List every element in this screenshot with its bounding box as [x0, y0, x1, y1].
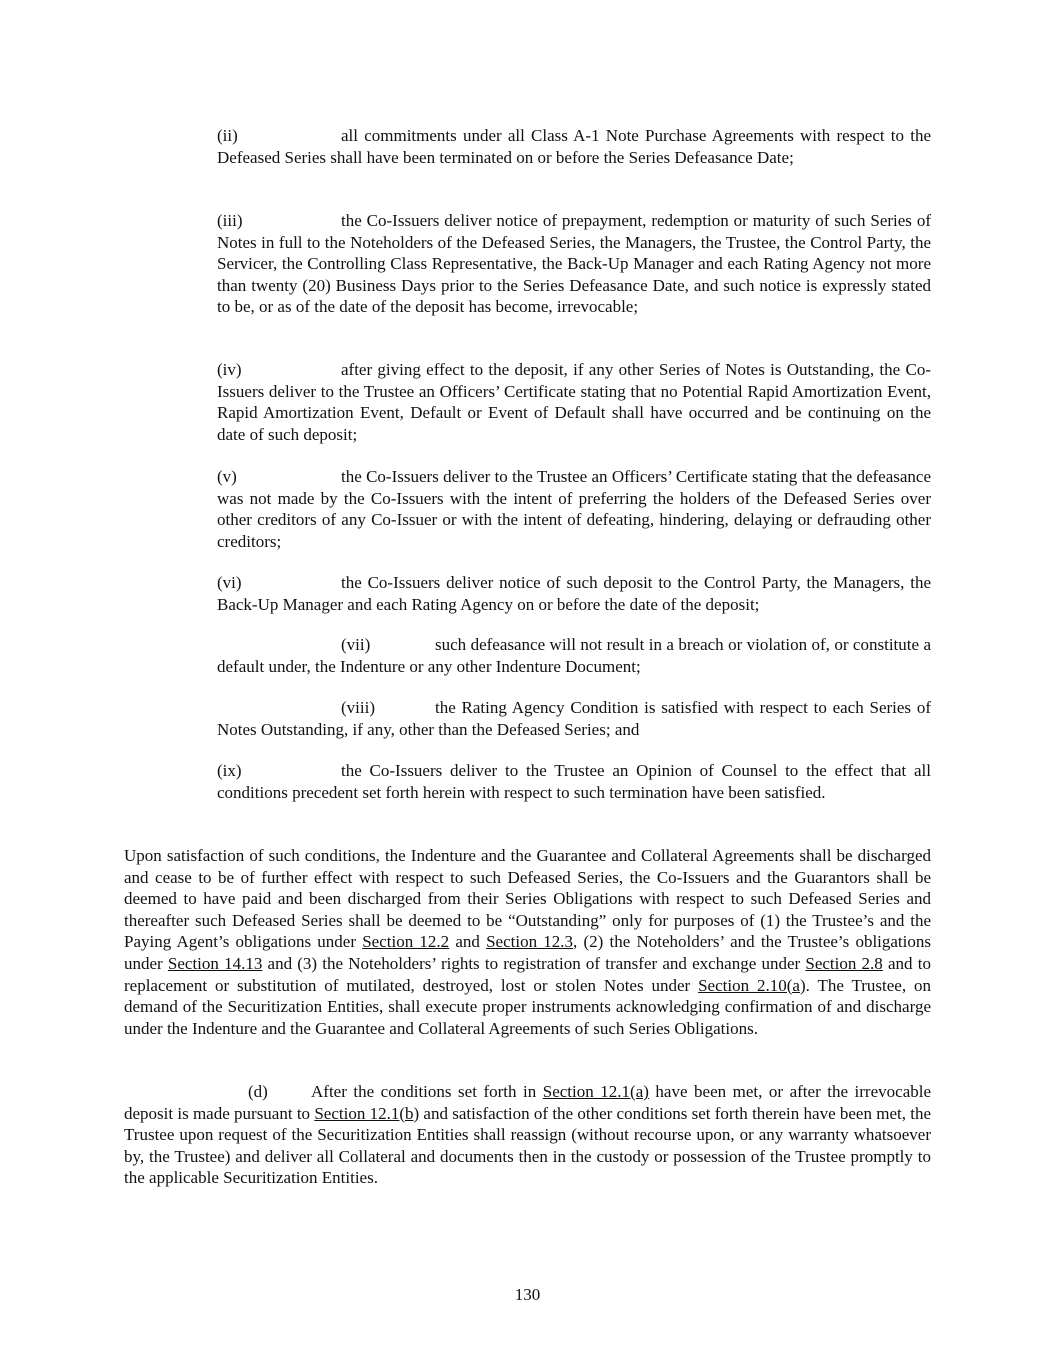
section-12-1a-link[interactable]: Section 12.1(a): [542, 1082, 649, 1101]
section-14-13-link[interactable]: Section 14.13: [167, 953, 263, 973]
clause-label: (iv): [217, 360, 242, 379]
clause-iv: [217, 359, 931, 445]
clause-text: the Co-Issuers deliver notice of such deposit to the Control Party, the Managers, the Back-Up Manager and each Rating Agency on or before the date of the deposit;: [217, 573, 931, 614]
clause-vii: [217, 634, 931, 677]
clause-text: the Co-Issuers deliver to the Trustee an Opinion of Counsel to the effect that all conditions precedent set forth herein with respect to such termination have been satisfied.: [217, 761, 931, 802]
discharge-paragraph: [124, 845, 931, 1039]
clause-label: (vi): [217, 573, 242, 592]
clause-label: (d): [248, 1082, 268, 1101]
section-12-1b-link[interactable]: Section 12.1(b): [314, 1103, 420, 1123]
clause-vi: [217, 572, 931, 615]
body-text: and satisfaction of the other conditions set forth therein have been met, the Trustee upon request of the Securitization Entities shall reassign (without recourse upon, or any warranty whatsoever by, the Trustee) and deliver all Collateral and documents then in the custody or possession of the Trustee promptly to the applicable Securitization Entities.: [124, 1103, 931, 1188]
clause-viii: [217, 697, 931, 740]
section-12-3-link[interactable]: Section 12.3: [486, 932, 574, 952]
clause-label: (vii): [341, 635, 371, 654]
section-12-2-link[interactable]: Section 12.2: [362, 932, 450, 952]
clause-text: the Co-Issuers deliver notice of prepayment, redemption or maturity of such Series of Notes in full to the Noteholders of the Defeased Series, the Managers, the Trustee, the Control Party, the Servicer, the Controlling Class Representative, the Back-Up Manager and each Rating Agency not more than twenty (20) Business Days prior to the Series Defeasance Date, and such notice is expressly stated to be, or as of the date of the deposit has become, irrevocable;: [217, 211, 931, 317]
clause-v: [217, 466, 931, 552]
clause-iii: [217, 210, 931, 318]
section-2-8-link[interactable]: Section 2.8: [805, 953, 883, 973]
clause-label: (ii): [217, 126, 238, 145]
body-text: , (2) the Noteholders’ and the Trustee’s obligations under: [124, 932, 931, 973]
body-text: . The Trustee, on demand of the Securitization Entities, shall execute proper instruments acknowledging confirmation of and discharge under the Indenture and the Guarantee and Collateral Agreements of such Series Obligations.: [124, 975, 931, 1038]
clause-label: (viii): [341, 698, 375, 717]
body-text: After the conditions set forth in: [311, 1082, 543, 1101]
clause-text: all commitments under all Class A-1 Note Purchase Agreements with respect to the Defeased Series shall have been terminated on or before the Series Defeasance Date;: [217, 126, 931, 167]
clause-label: (iii): [217, 211, 243, 230]
clause-ii: [217, 125, 931, 168]
body-text: have been met, or after the irrevocable deposit is made pursuant to: [124, 1082, 932, 1123]
clause-text: the Rating Agency Condition is satisfied with respect to each Series of Notes Outstanding, if any, other than the Defeased Series; and: [217, 698, 931, 739]
clause-text: after giving effect to the deposit, if any other Series of Notes is Outstanding, the Co-Issuers deliver to the Trustee an Officers’ Certificate stating that no Potential Rapid Amortization Event, Rapid Amortization Event, Default or Event of Default shall have occurred and be continuing on the date of such deposit;: [217, 360, 931, 444]
body-text: and: [449, 932, 487, 952]
clause-text: the Co-Issuers deliver to the Trustee an Officers’ Certificate stating that the defeasance was not made by the Co-Issuers with the intent of preferring the holders of the Defeased Series over other creditors of any Co-Issuer or with the intent of defeating, hindering, delaying or defrauding other creditors;: [217, 467, 931, 551]
body-text: and (3) the Noteholders’ rights to registration of transfer and exchange under: [262, 953, 806, 973]
section-2-10a-link[interactable]: Section 2.10(a): [698, 975, 806, 995]
clause-label: (v): [217, 467, 237, 486]
body-text: Upon satisfaction of such conditions, the Indenture and the Guarantee and Collateral Agreements shall be discharged and cease to be of further effect with respect to such Defeased Series, the Co-Issuers and the Guarantors shall be deemed to have paid and been discharged from their Series Obligations with respect to such Defeased Series and thereafter such Defeased Series shall be deemed to be “Outstanding” only for purposes of (1) the Trustee’s and the Paying Agent’s obligations under: [124, 846, 931, 952]
clause-text: such defeasance will not result in a breach or violation of, or constitute a default under, the Indenture or any other Indenture Document;: [217, 635, 931, 676]
clause-d: [124, 1081, 931, 1189]
page-number: 130: [514, 1285, 541, 1304]
clause-label: (ix): [217, 761, 242, 780]
clause-ix: [217, 760, 931, 803]
body-text: and to replacement or substitution of mutilated, destroyed, lost or stolen Notes under: [124, 953, 931, 995]
